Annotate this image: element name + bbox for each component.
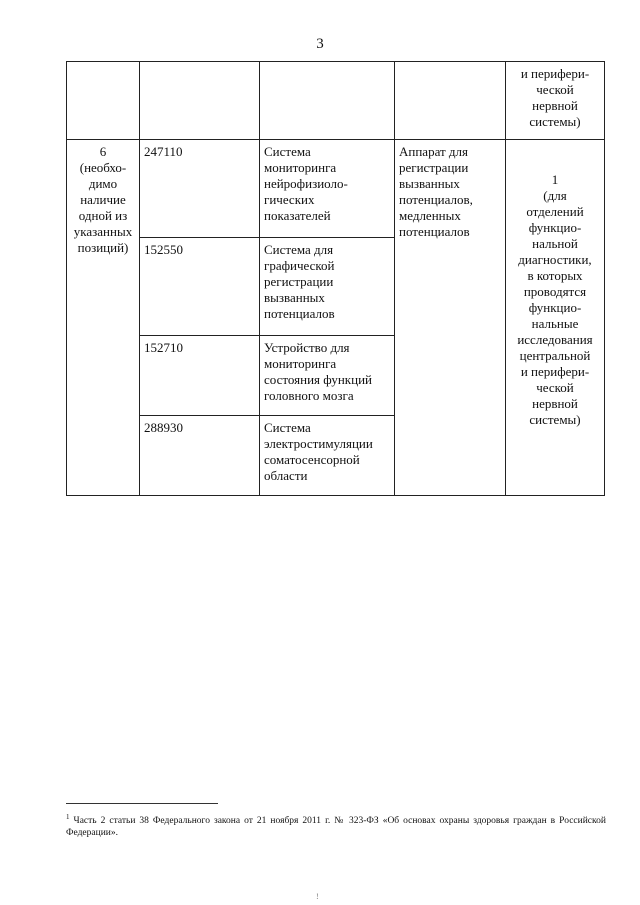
- table-cell: [260, 62, 395, 140]
- table-cell: [395, 62, 506, 140]
- quantity-cell: 6 (необхо- димо наличие одной из указанных позиций): [67, 140, 140, 496]
- device-name-cell: Аппарат для регистрации вызванных потенциалов, медленных потенциалов: [395, 140, 506, 496]
- note-cell: 1 (для отделений функцио- нальной диагностики, в которых проводятся функцио- нальные исследования центральной и перифери- ческой нервной системы): [506, 140, 605, 496]
- table-row: [67, 140, 605, 238]
- code-cell: 152710: [140, 336, 260, 416]
- footnote-text: Часть 2 статьи 38 Федерального закона от 21 ноября 2011 г. № 323-ФЗ «Об основах охраны здоровья граждан в Российской Федерации».: [66, 816, 606, 839]
- name-cell: Устройство для мониторинга состояния функций головного мозга: [260, 336, 395, 416]
- page-number: 3: [316, 36, 324, 52]
- name-cell: Система электростимуляции соматосенсорной области: [260, 416, 395, 496]
- footnote-divider: [66, 803, 218, 804]
- name-cell: Система мониторинга нейрофизиоло- гических показателей: [260, 140, 395, 238]
- table-cell: [67, 62, 140, 140]
- page-mark: !: [316, 892, 319, 901]
- code-cell: 247110: [140, 140, 260, 238]
- equipment-table: [66, 61, 605, 496]
- footnote-marker: 1: [66, 813, 70, 821]
- table-cell: [140, 62, 260, 140]
- name-cell: Система для графической регистрации вызванных потенциалов: [260, 238, 395, 336]
- table-cell-note-continued: и перифери- ческой нервной системы): [506, 62, 605, 140]
- table-row-continued: [67, 62, 605, 140]
- footnote: [66, 811, 606, 839]
- code-cell: 152550: [140, 238, 260, 336]
- code-cell: 288930: [140, 416, 260, 496]
